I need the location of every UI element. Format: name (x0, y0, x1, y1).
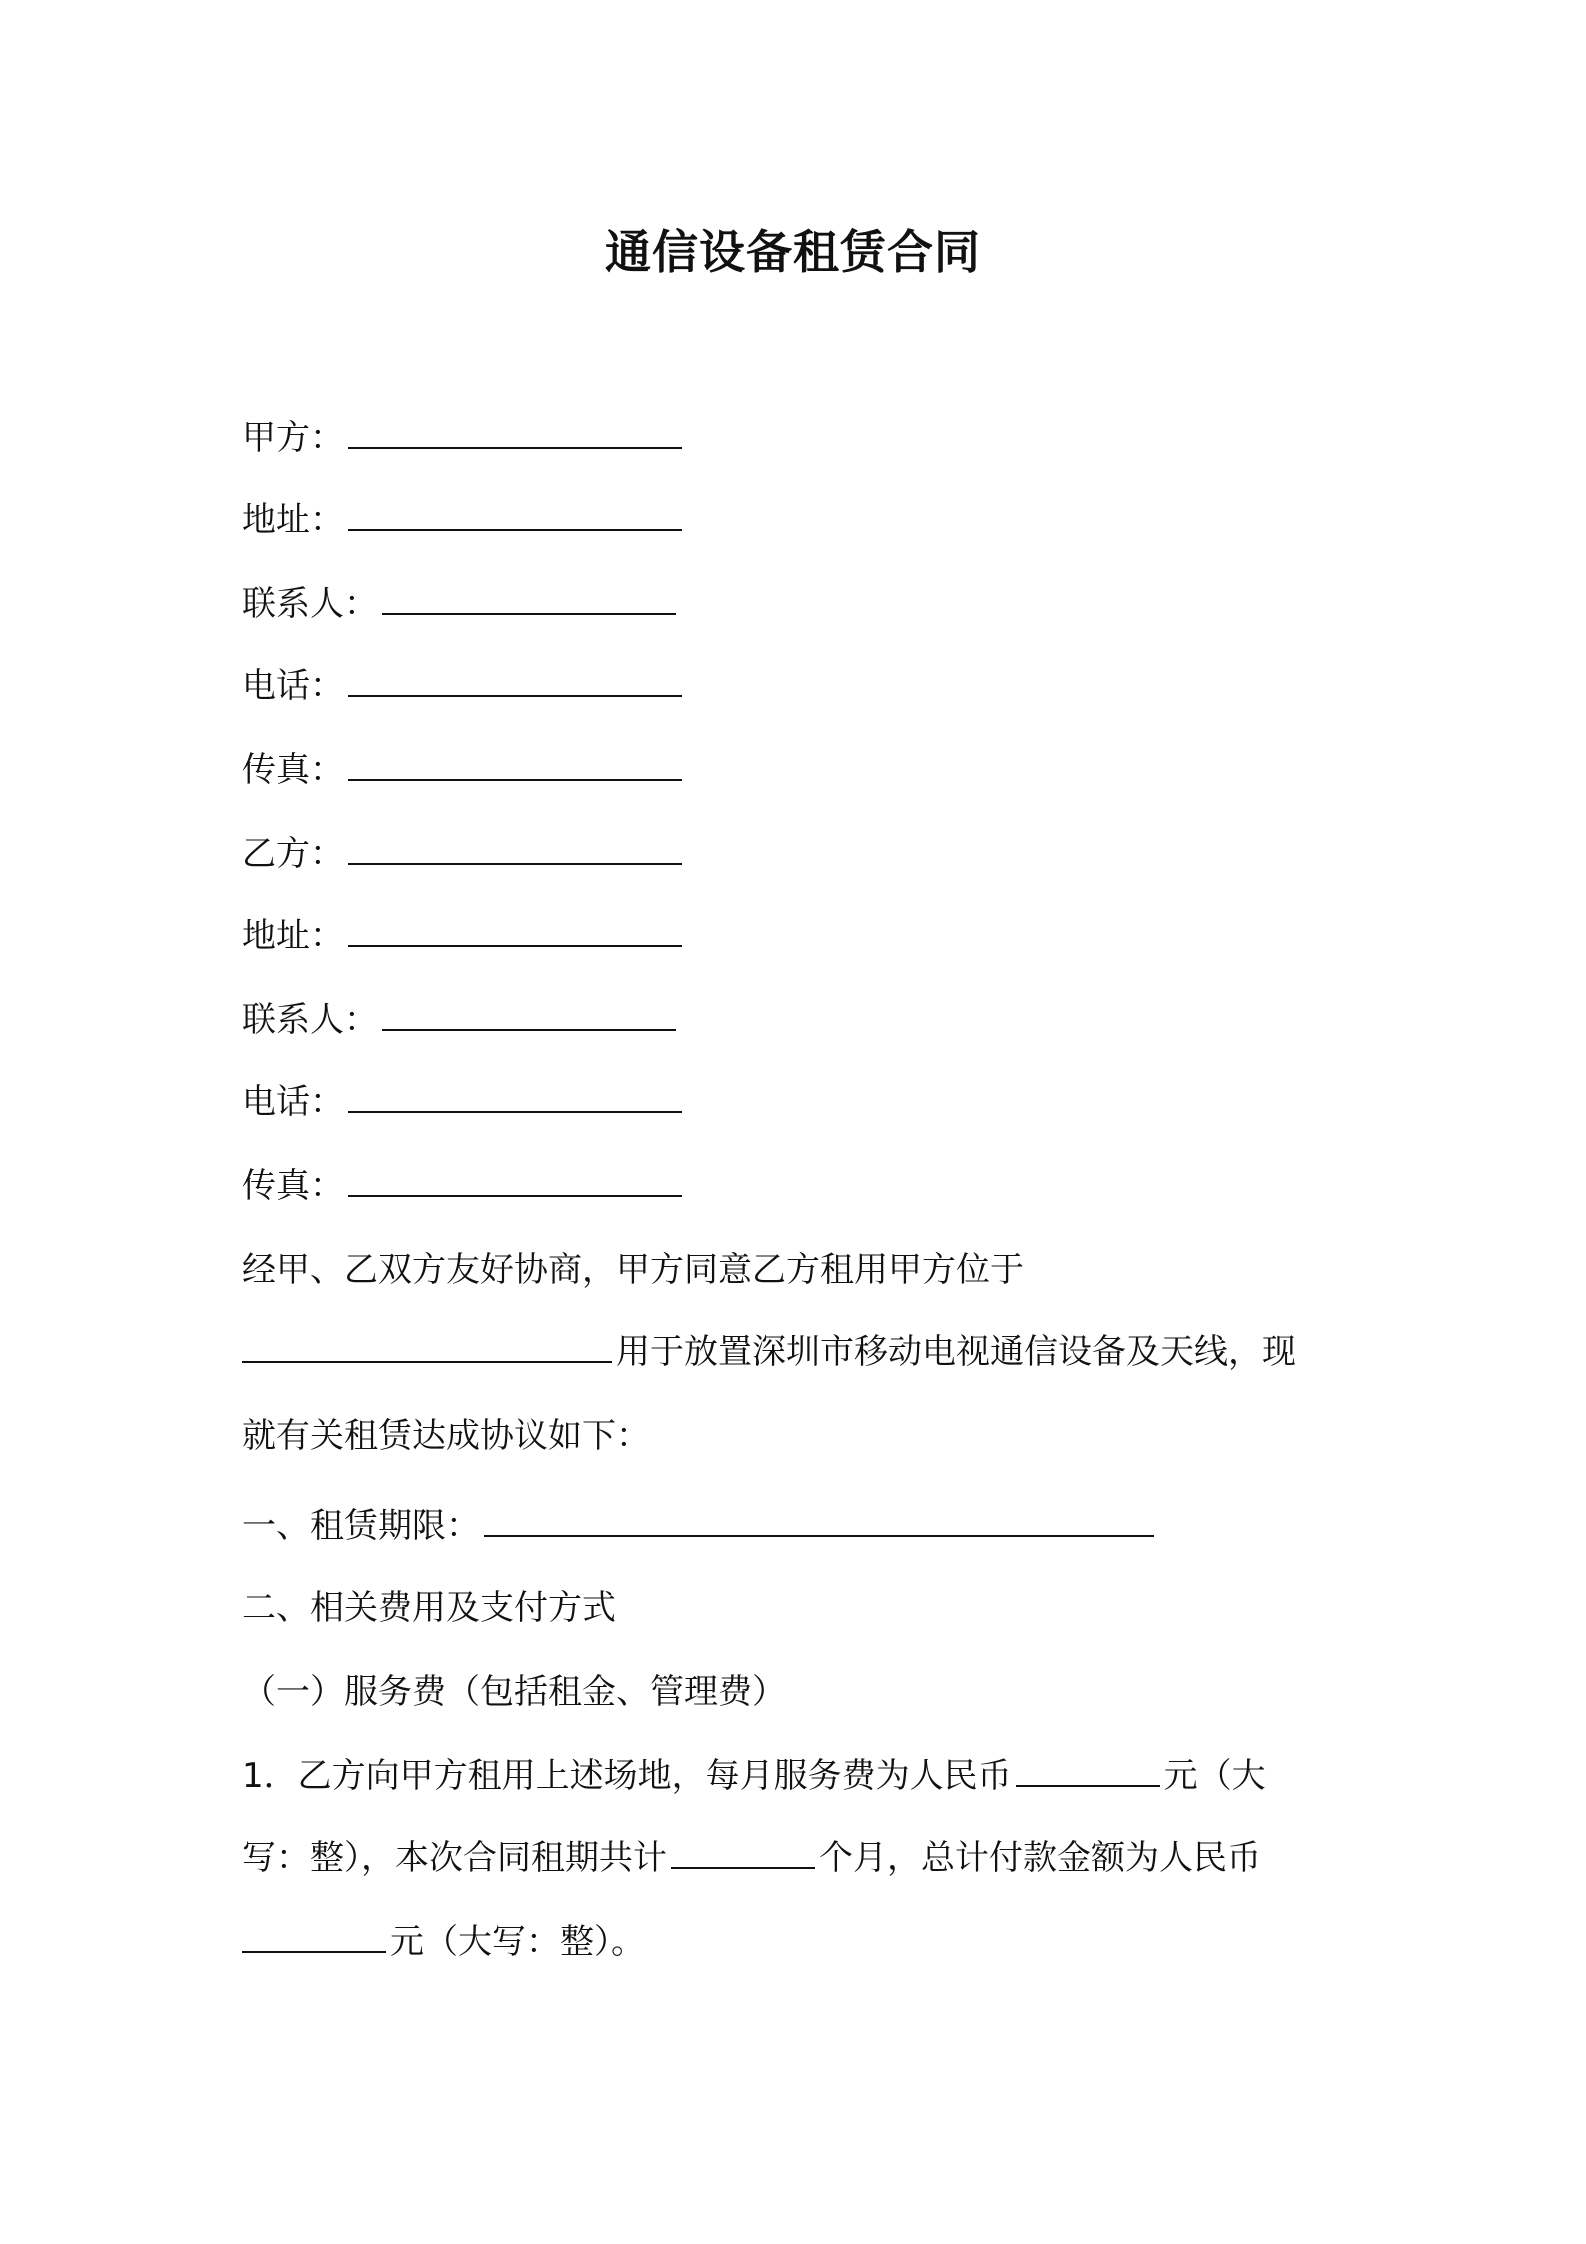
party-a-fax-blank[interactable] (348, 749, 682, 781)
location-blank[interactable] (242, 1331, 612, 1363)
clause-1-part-b: 元（大 (1163, 1756, 1266, 1796)
section-1-heading: 一、租赁期限： (242, 1506, 480, 1546)
party-a-name-blank[interactable] (348, 417, 682, 449)
intro-line-2-text: 用于放置深圳市移动电视通信设备及天线，现 (616, 1332, 1296, 1372)
clause-1-line-3 (242, 1920, 645, 1964)
party-a-address-blank[interactable] (348, 499, 682, 531)
clause-1-line-1 (242, 1754, 1266, 1798)
party-b-contact-label: 联系人： (242, 1000, 378, 1040)
intro-line-2 (242, 1330, 1296, 1374)
clause-1-part-c: 写：整），本次合同租期共计 (242, 1838, 667, 1878)
party-b-phone-line (242, 1080, 686, 1124)
total-amount-blank[interactable] (242, 1921, 386, 1953)
page-title: 通信设备租赁合同 (605, 225, 981, 279)
party-b-fax-blank[interactable] (348, 1165, 682, 1197)
party-a-name-label: 甲方： (242, 418, 344, 458)
party-b-name-label: 乙方： (242, 834, 344, 874)
clause-1-part-a: 1．乙方向甲方租用上述场地，每月服务费为人民币 (242, 1756, 1012, 1796)
months-blank[interactable] (671, 1837, 815, 1869)
party-b-fax-label: 传真： (242, 1166, 344, 1206)
party-b-fax-line (242, 1164, 686, 1208)
party-b-contact-line (242, 998, 680, 1042)
party-b-address-line (242, 914, 686, 958)
party-a-contact-blank[interactable] (382, 583, 676, 615)
party-a-address-line (242, 498, 686, 542)
clause-1-part-d: 个月，总计付款金额为人民币 (819, 1838, 1261, 1878)
party-b-phone-blank[interactable] (348, 1081, 682, 1113)
party-a-phone-blank[interactable] (348, 665, 682, 697)
party-a-phone-line (242, 664, 686, 708)
clause-1-line-2 (242, 1836, 1261, 1880)
party-b-address-label: 地址： (242, 916, 344, 956)
party-b-name-blank[interactable] (348, 833, 682, 865)
lease-term-blank[interactable] (484, 1505, 1154, 1537)
intro-line-1: 经甲、乙双方友好协商，甲方同意乙方租用甲方位于 (242, 1250, 1024, 1290)
party-b-name-line (242, 832, 686, 876)
party-a-address-label: 地址： (242, 500, 344, 540)
party-a-phone-label: 电话： (242, 666, 344, 706)
party-a-fax-line (242, 748, 686, 792)
subsection-1-heading: （一）服务费（包括租金、管理费） (242, 1672, 786, 1712)
party-a-contact-label: 联系人： (242, 584, 378, 624)
section-1-line (242, 1504, 1158, 1548)
intro-line-3: 就有关租赁达成协议如下： (242, 1416, 650, 1456)
section-2-heading: 二、相关费用及支付方式 (242, 1588, 616, 1628)
party-a-contact-line (242, 582, 680, 626)
clause-1-part-e: 元（大写：整）。 (390, 1922, 645, 1962)
party-a-fax-label: 传真： (242, 750, 344, 790)
party-b-contact-blank[interactable] (382, 999, 676, 1031)
party-b-address-blank[interactable] (348, 915, 682, 947)
party-b-phone-label: 电话： (242, 1082, 344, 1122)
monthly-fee-blank[interactable] (1016, 1755, 1160, 1787)
party-a-name-line (242, 416, 686, 460)
